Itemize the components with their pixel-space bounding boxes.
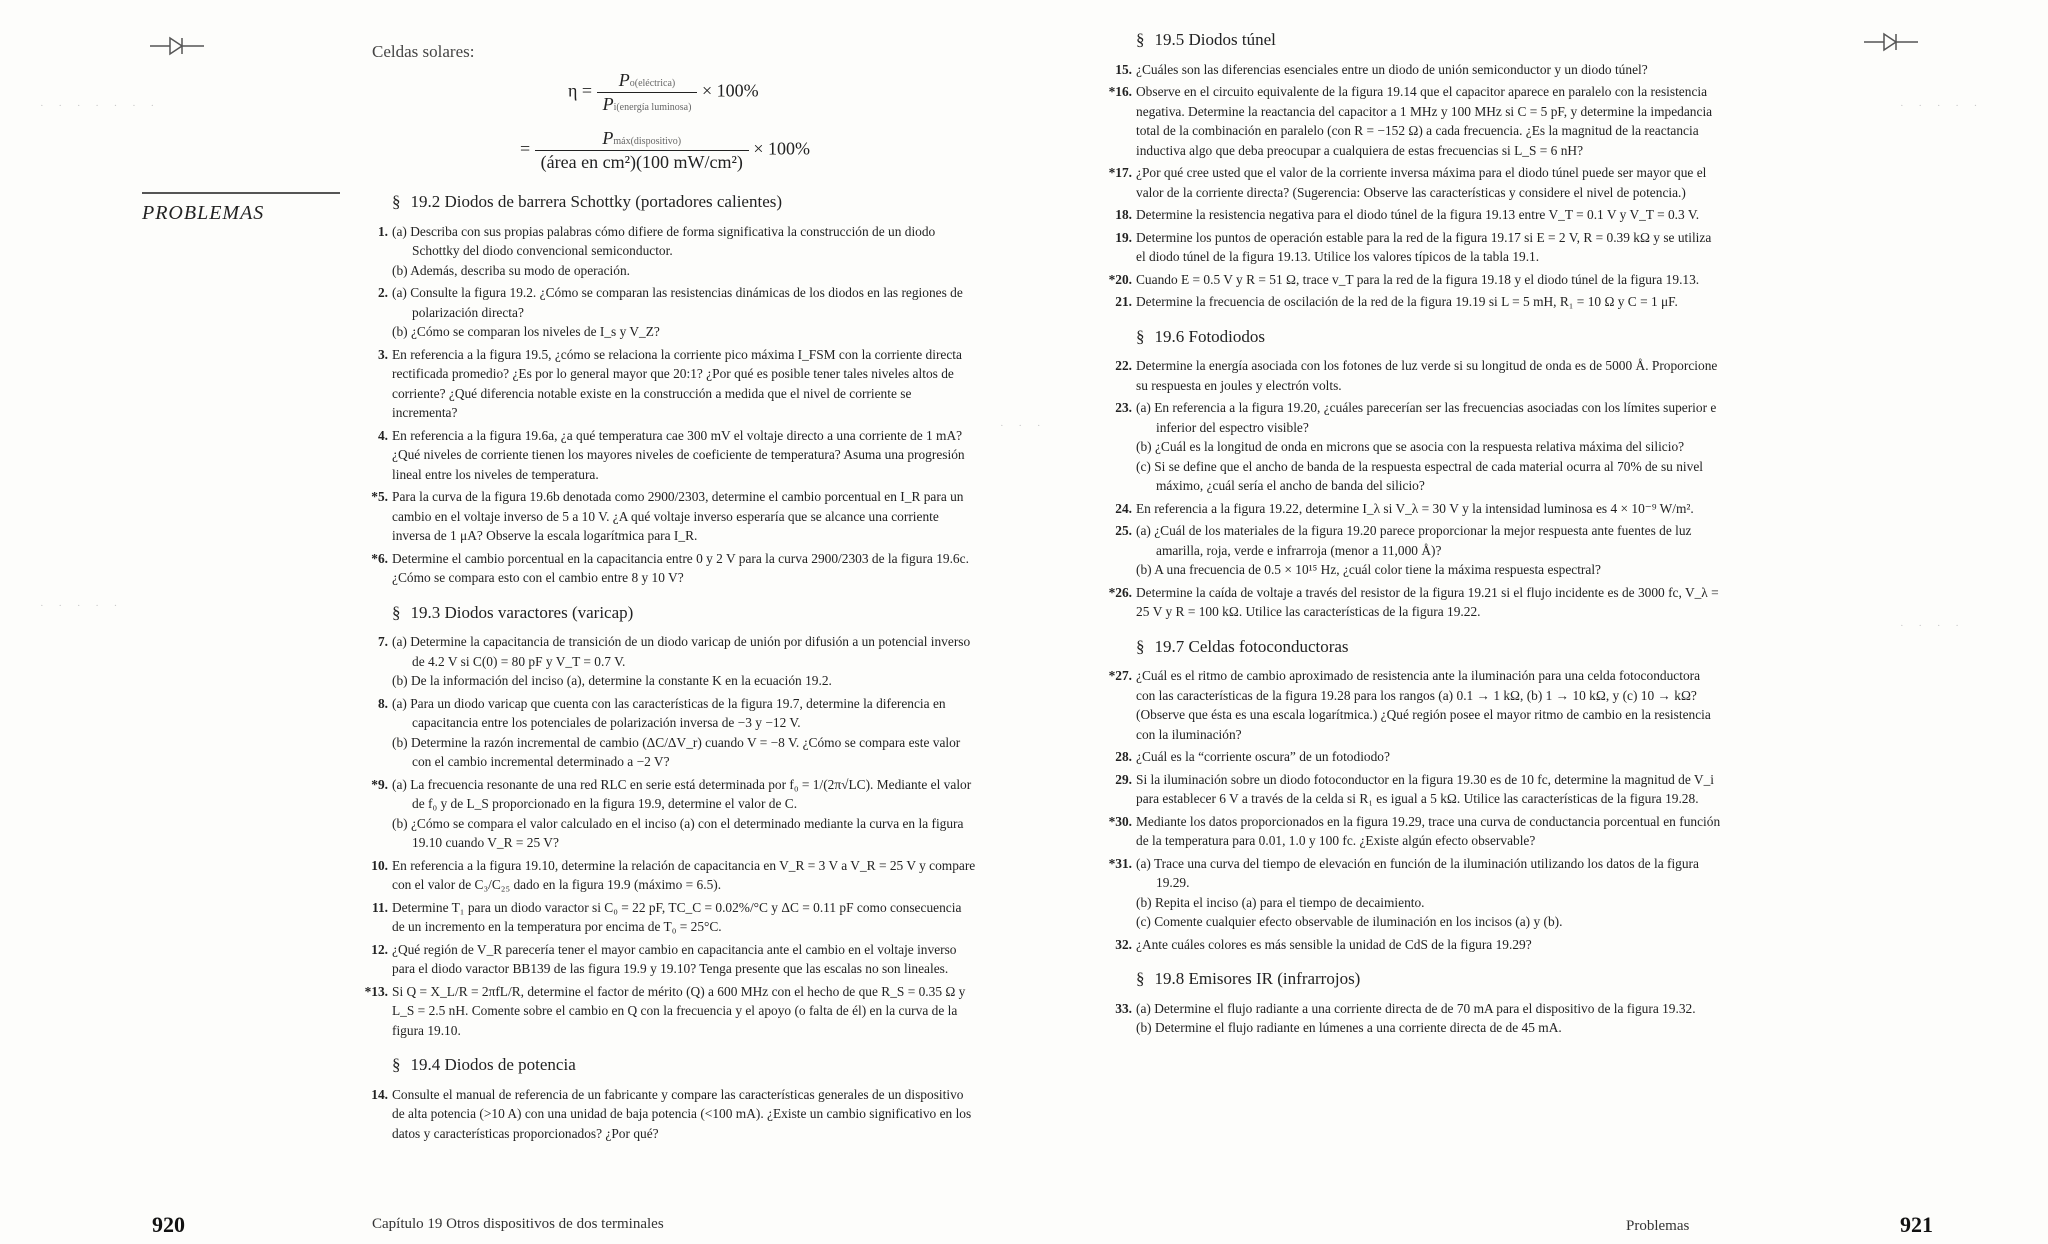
problem-text: (a) Para un diodo varicap que cuenta con las características de la figura 19.7, determine la diferencia en capacitancia entre los potenciales de polarización inversa de −3 y −12 V. <box>392 695 946 730</box>
problem-number: *20. <box>1108 271 1132 287</box>
problem-item <box>1116 205 1722 225</box>
problems-rule <box>142 192 340 194</box>
problem-text: Determine el cambio porcentual en la capacitancia entre 0 y 2 V para la curva 2900/2303 de la figura 19.6c. ¿Cómo se compara esto con el cambio entre 8 y 10 V? <box>392 550 969 585</box>
problem-item <box>1108 82 1722 160</box>
problem-item <box>1108 163 1722 202</box>
problem-text: Si la iluminación sobre un diodo fotoconductor en la figura 19.30 es de 10 fc, determine la magnitud de V_i para establecer 6 V a través de la celda si R₁ es igual a 5 kΩ. Utilice las características de la figura 19.28. <box>1136 771 1715 806</box>
section-symbol: § <box>1136 30 1145 49</box>
section-heading <box>372 1055 976 1075</box>
problem-item <box>1116 521 1722 580</box>
section-title: 19.2 Diodos de barrera Schottky (portadores calientes) <box>410 192 783 211</box>
section-heading <box>372 192 976 212</box>
efficiency-formula <box>568 70 759 115</box>
problem-number: 3. <box>377 346 388 362</box>
problem-number: 4. <box>377 427 388 443</box>
problem-number: 2. <box>377 285 388 300</box>
problem-text: Determine la frecuencia de oscilación de la red de la figura 19.19 si L = 5 mH, R₁ = 10 Ω y C = 1 μF. <box>1136 294 1678 309</box>
problems-title: PROBLEMAS <box>142 202 265 224</box>
problem-item <box>372 775 976 853</box>
problem-number: 24. <box>1115 500 1132 516</box>
section-symbol: § <box>392 1055 401 1074</box>
scan-artifact: · · · · · · · <box>40 100 161 112</box>
efficiency-formula-line-2 <box>520 128 810 173</box>
right-problem-column <box>1108 30 1722 1041</box>
section-symbol: § <box>392 602 401 622</box>
formula-fraction-1: $\frac{\text{Po(eléctrica)}}{\text{Pi(energía luminosa)}}$ <box>597 70 698 115</box>
problem-item <box>372 222 976 281</box>
problem-number: *5. <box>371 489 388 504</box>
problem-number: 7. <box>377 634 388 649</box>
page-number-left: 920 <box>152 1212 185 1237</box>
problem-number: 22. <box>1115 358 1132 373</box>
problem-text: ¿Ante cuáles colores es más sensible la unidad de CdS de la figura 19.29? <box>1136 936 1532 952</box>
problem-item <box>372 345 976 423</box>
problem-item <box>1116 999 1722 1038</box>
problem-item <box>372 632 976 691</box>
problem-text: (a) ¿Cuál de los materiales de la figura 19.20 parece proporcionar la mejor respuesta ante fuentes de luz amarilla, roja, verde e infrarroja (menor a 11,000 Å)? <box>1136 523 1692 558</box>
diode-symbol-icon <box>148 34 208 58</box>
problem-text: (b) A una frecuencia de 0.5 × 10¹⁵ Hz, ¿cuál color tiene la máxima respuesta espectral? <box>1136 562 1601 577</box>
problem-number: 1. <box>377 223 388 239</box>
problem-text: Determine los puntos de operación estable para la red de la figura 19.17 si E = 2 V, R = 0.39 kΩ y se utiliza el diodo túnel de la figura 19.13. Utilice los valores típicos de la tabla 19.1. <box>1136 229 1712 264</box>
formula-fraction-2: $\frac{\text{Pmáx(dispositivo)}}{\text{(área en cm²)(100 mW/cm²)}}$ <box>535 128 749 173</box>
problem-number: 23. <box>1115 400 1132 415</box>
problem-text: (c) Si se define que el ancho de banda de la respuesta espectral de cada material ocurra al 70% de su nivel máximo, ¿cuál sería el ancho de banda del silicio? <box>1136 458 1703 493</box>
problem-text: (a) En referencia a la figura 19.20, ¿cuáles parecerían ser las frecuencias asociadas con los límites superior e inferior del espectro visible? <box>1136 400 1717 435</box>
problem-text: (a) Consulte la figura 19.2. ¿Cómo se comparan las resistencias dinámicas de los diodos en las regiones de polarización directa? <box>392 285 963 320</box>
problem-number: *27. <box>1108 668 1132 683</box>
problem-item <box>1116 398 1722 496</box>
section-heading <box>372 603 976 623</box>
section-title: 19.5 Diodos túnel <box>1154 30 1276 49</box>
problem-number: 32. <box>1115 936 1132 952</box>
section-heading <box>1116 637 1722 657</box>
problem-item <box>372 1085 976 1144</box>
problem-text: En referencia a la figura 19.5, ¿cómo se relaciona la corriente pico máxima I_FSM con la corriente directa rectificada promedio? ¿Es por lo general mayor que 20:1? ¿Por qué es posible tener tales niveles altos de corriente? ¿Qué diferencia notable existe en la construcción a medida que el nivel de corriente se incrementa? <box>392 346 962 420</box>
problem-item <box>1116 60 1722 80</box>
problem-item <box>372 856 976 895</box>
section-symbol: § <box>392 192 401 211</box>
problem-text: ¿Qué región de V_R parecería tener el mayor cambio en capacitancia ante el cambio en el voltaje inverso para el diodo varactor BB139 de las figura 19.9 y 19.10? Tenga presente que las escalas no son lineales. <box>392 941 957 976</box>
problem-number: 21. <box>1115 294 1132 309</box>
section-symbol: § <box>1136 326 1145 346</box>
problem-text: (b) De la información del inciso (a), determine la constante K en la ecuación 19.2. <box>392 673 832 688</box>
problem-number: 29. <box>1115 771 1132 787</box>
scan-artifact: · · · · · <box>40 600 124 612</box>
page-header: Celdas solares: <box>372 42 475 61</box>
chapter-footer: Capítulo 19 Otros dispositivos de dos terminales <box>372 1216 664 1232</box>
problem-number: *9. <box>371 776 388 792</box>
problem-item <box>1116 935 1722 955</box>
problem-number: 15. <box>1115 61 1132 77</box>
problem-text: Determine la caída de voltaje a través del resistor de la figura 19.21 si el flujo incidente es de 3000 fc, V_λ = 25 V y R = 100 kΩ. Utilice las características de la figura 19.22. <box>1136 584 1719 619</box>
problem-text: Consulte el manual de referencia de un fabricante y compare las características generales de un dispositivo de alta potencia (>10 A) con una unidad de baja potencia (<100 mA). ¿Existe un cambio significativo en los datos y características proporcionados? ¿Por qué? <box>392 1086 972 1141</box>
problem-number: 25. <box>1115 523 1132 538</box>
problem-number: 19. <box>1115 229 1132 245</box>
problem-text: ¿Cuáles son las diferencias esenciales entre un diodo de unión semiconductor y un diodo túnel? <box>1136 61 1648 77</box>
problem-item <box>1116 747 1722 767</box>
problem-item <box>364 982 976 1041</box>
problem-text: ¿Por qué cree usted que el valor de la corriente inversa máxima para el diodo túnel puede ser mayor que el valor de la corriente directa? (Sugerencia: Observe las características y considere el nivel de potencia.) <box>1136 165 1707 200</box>
problem-text: (c) Comente cualquier efecto observable de iluminación en los incisos (a) y (b). <box>1136 914 1563 929</box>
problem-text: Determine la resistencia negativa para el diodo túnel de la figura 19.13 entre V_T = 0.1 V y V_T = 0.3 V. <box>1136 207 1700 222</box>
problem-item <box>1116 770 1722 809</box>
section-heading <box>1116 327 1722 347</box>
section-title: 19.4 Diodos de potencia <box>410 1055 576 1074</box>
problem-item <box>1108 812 1722 851</box>
formula-multiplier-2: × 100% <box>753 138 811 159</box>
problem-text: En referencia a la figura 19.6a, ¿a qué temperatura cae 300 mV el voltaje directo a una corriente de 1 mA? ¿Qué niveles de corriente tienen los mayores niveles de coeficiente de temperatura? Asuma una progresión lineal entre los niveles de temperatura. <box>392 427 965 482</box>
problem-text: En referencia a la figura 19.22, determine I_λ si V_λ = 30 V y la intensidad luminosa es 4 × 10⁻⁹ W/m². <box>1136 500 1694 516</box>
section-heading <box>1116 969 1722 989</box>
problem-text: (b) Determine el flujo radiante en lúmenes a una corriente directa de de 45 mA. <box>1136 1020 1562 1035</box>
section-symbol: § <box>1136 969 1145 988</box>
problem-item <box>1116 356 1722 395</box>
problem-number: *16. <box>1108 84 1132 99</box>
problem-number: 12. <box>371 941 388 957</box>
problem-item <box>1108 666 1722 744</box>
formula-equals: = <box>520 138 531 159</box>
problem-text: Cuando E = 0.5 V y R = 51 Ω, trace v_T para la red de la figura 19.18 y el diodo túnel de la figura 19.13. <box>1136 271 1700 287</box>
problem-number: 11. <box>372 899 388 915</box>
problem-text: (a) Determine la capacitancia de transición de un diodo varicap de unión por difusión a un potencial inverso de 4.2 V si C(0) = 80 pF y V_T = 0.7 V. <box>392 634 971 669</box>
problem-number: *13. <box>364 983 388 999</box>
problem-text: (b) ¿Cómo se comparan los niveles de I_s y V_Z? <box>392 324 660 339</box>
problem-item <box>372 694 976 772</box>
diode-symbol-icon-right <box>1862 30 1922 54</box>
problem-text: Mediante los datos proporcionados en la figura 19.29, trace una curva de conductancia porcentual en función de la temperatura para 0.01, 1.0 y 100 fc. ¿Existe algún efecto observable? <box>1136 813 1721 848</box>
problem-item <box>372 426 976 485</box>
problem-item <box>372 940 976 979</box>
problem-number: *26. <box>1108 584 1132 600</box>
left-problem-column <box>364 192 976 1146</box>
section-title: 19.3 Diodos varactores (varicap) <box>410 602 634 622</box>
problem-item <box>1116 228 1722 267</box>
section-title: 19.8 Emisores IR (infrarrojos) <box>1154 969 1361 988</box>
problem-text: (a) Trace una curva del tiempo de elevación en función de la iluminación utilizando los datos de la figura 19.29. <box>1136 855 1699 890</box>
problem-number: 10. <box>371 857 388 873</box>
problem-item <box>1116 292 1722 312</box>
problem-text: (b) Determine la razón incremental de cambio (ΔC/ΔV_r) cuando V = −8 V. ¿Cómo se compara este valor con el cambio incremental determinado a −2 V? <box>392 734 961 769</box>
problem-text: Observe en el circuito equivalente de la figura 19.14 que el capacitor aparece en paralelo con la resistencia negativa. Determine la reactancia del capacitor a 1 MHz y 100 MHz si C = 5 pF, y determine la impedancia total de la combinación en paralelo (con R = −152 Ω) a cada frecuencia. ¿Es la magnitud de la reactancia inductiva algo que deba preocupar a cualquiera de estas frecuencias si L_S = 6 nH? <box>1136 84 1713 158</box>
problem-number: 33. <box>1115 1000 1132 1016</box>
scan-artifact: · · · · <box>1900 620 1965 632</box>
problem-item <box>372 549 976 588</box>
problem-number: *17. <box>1108 165 1132 180</box>
problem-text: (b) Repita el inciso (a) para el tiempo de decaimiento. <box>1136 894 1425 910</box>
problem-number: 18. <box>1115 207 1132 222</box>
problem-item <box>372 283 976 342</box>
section-title: 19.6 Fotodiodos <box>1154 326 1266 346</box>
right-page <box>1024 0 2048 1244</box>
problem-text: (a) Determine el flujo radiante a una corriente directa de de 70 mA para el dispositivo de la figura 19.32. <box>1136 1000 1696 1016</box>
section-symbol: § <box>1136 636 1145 656</box>
page-number-right: 921 <box>1900 1212 1933 1237</box>
problem-number: *6. <box>371 550 388 566</box>
problem-item <box>1108 854 1722 932</box>
problem-number: 28. <box>1115 749 1132 764</box>
problem-text: ¿Cuál es la “corriente oscura” de un fotodiodo? <box>1136 749 1390 764</box>
problem-number: *30. <box>1108 813 1132 829</box>
problem-item <box>1108 583 1722 622</box>
problem-text: (a) Describa con sus propias palabras cómo difiere de forma significativa la construcción de un diodo Schottky del diodo convencional semiconductor. <box>392 223 936 258</box>
section-heading <box>1116 30 1722 50</box>
problem-text: (a) La frecuencia resonante de una red RLC en serie está determinada por f₀ = 1/(2π√LC). Mediante el valor de f₀ y de L_S proporcionado en la figura 19.9, determine el valor de C. <box>392 776 972 811</box>
formula-eta: η = <box>568 80 593 101</box>
problem-number: 8. <box>377 695 388 711</box>
scan-artifact: · · · · · <box>1900 100 1984 112</box>
problems-footer: Problemas <box>1626 1218 1690 1234</box>
problem-item <box>372 898 976 937</box>
problem-text: (b) Además, describa su modo de operación. <box>392 262 630 278</box>
problem-text: Determine la energía asociada con los fotones de luz verde si su longitud de onda es de 5000 Å. Proporcione su respuesta en joules y electrón volts. <box>1136 358 1718 393</box>
problem-item <box>372 487 976 546</box>
problem-item <box>1108 270 1722 290</box>
formula-multiplier-1: × 100% <box>701 80 759 101</box>
problem-text: (b) ¿Cómo se compara el valor calculado en el inciso (a) con el determinado mediante la curva en la figura 19.10 cuando V_R = 25 V? <box>392 815 964 850</box>
problem-text: En referencia a la figura 19.10, determine la relación de capacitancia en V_R = 3 V a V_R = 25 V y compare con el valor de C₃/C₂₅ dado en la figura 19.9 (máximo = 6.5). <box>392 857 976 892</box>
scan-artifact: · · · <box>1000 420 1047 432</box>
problem-number: 14. <box>371 1086 388 1102</box>
problem-text: Determine T₁ para un diodo varactor si C₀ = 22 pF, TC_C = 0.02%/°C y ΔC = 0.11 pF como consecuencia de un incremento en la temperatura por encima de T₀ = 25°C. <box>392 899 962 934</box>
problem-text: (b) ¿Cuál es la longitud de onda en microns que se asocia con la respuesta relativa máxima del silicio? <box>1136 439 1685 454</box>
problem-text: ¿Cuál es el ritmo de cambio aproximado de resistencia ante la iluminación para una celda fotoconductora con las características de la figura 19.28 para los rangos (a) 0.1 → 1 kΩ, (b) 1 → 10 kΩ, y (c) 10 → kΩ? (Observe que ésta es una escala logarítmica.) ¿Qué región posee el mayor ritmo de cambio en la resistencia con la iluminación? <box>1136 668 1711 742</box>
problem-item <box>1116 499 1722 519</box>
problem-number: *31. <box>1108 855 1132 871</box>
problem-text: Para la curva de la figura 19.6b denotada como 2900/2303, determine el cambio porcentual en I_R para un cambio en el voltaje inverso de 5 a 10 V. ¿A qué voltaje inverso esperaría que se alcance una corriente inversa de 1 μA? Observe la escala logarítmica para I_R. <box>392 489 964 543</box>
problem-text: Si Q = X_L/R = 2πfL/R, determine el factor de mérito (Q) a 600 MHz con el hecho de que R_S = 0.35 Ω y L_S = 2.5 nH. Comente sobre el cambio en Q con la frecuencia y el apoyo (o falta de él) en la curva de la figura 19.10. <box>392 983 966 1038</box>
section-title: 19.7 Celdas fotoconductoras <box>1154 636 1349 656</box>
